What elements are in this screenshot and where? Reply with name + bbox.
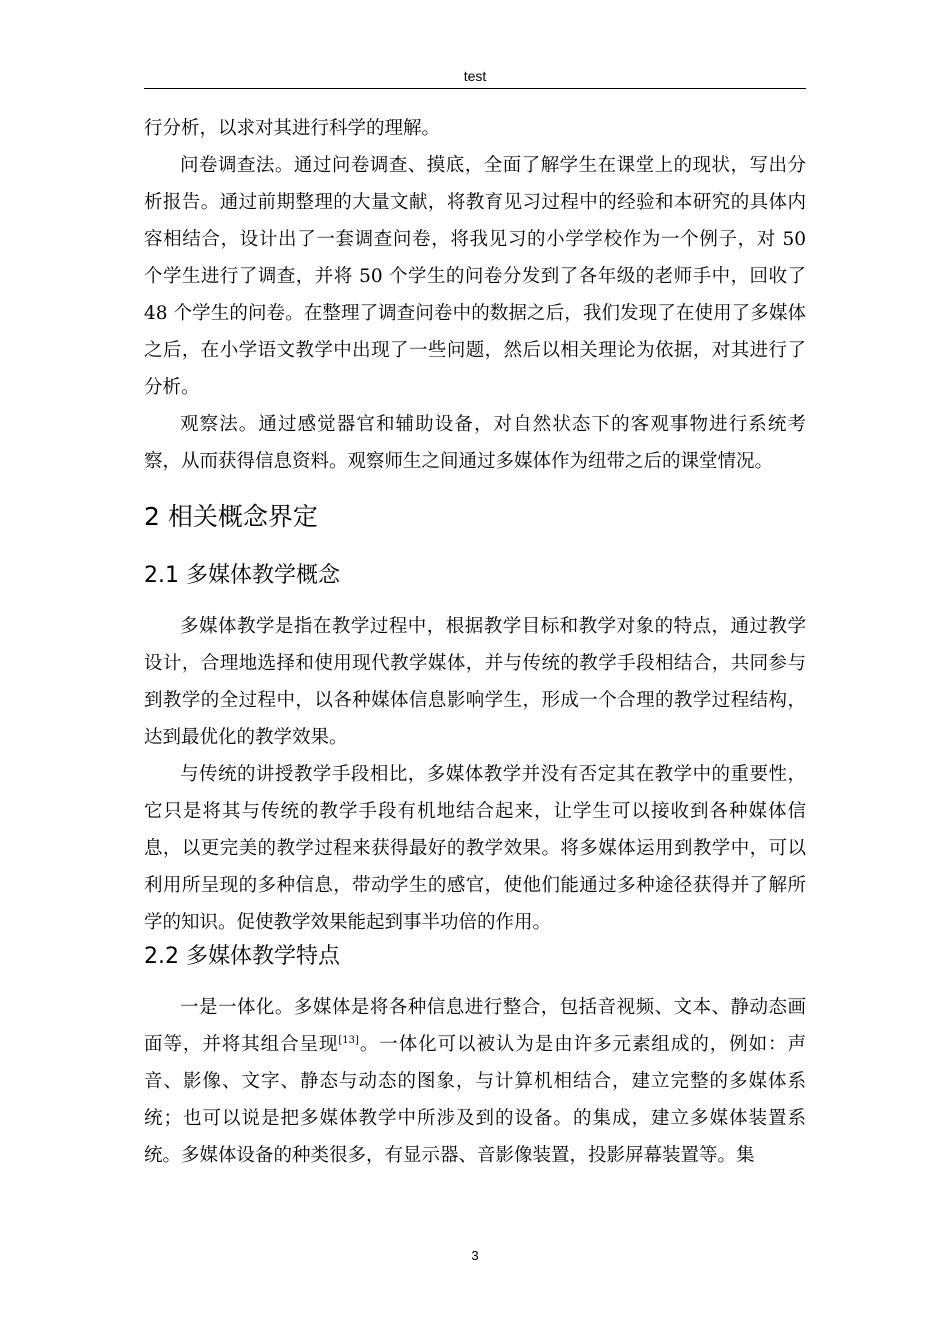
citation-reference[interactable]: [13] [338,1034,359,1046]
paragraph-observation-method: 观察法。通过感觉器官和辅助设备，对自然状态下的客观事物进行系统考察，从而获得信息资料。观察师生之间通过多媒体作为纽带之后的课堂情况。 [144,414,806,472]
subsection-heading-2-1: 2.1 多媒体教学概念 [144,563,340,588]
paragraph-multimedia-definition: 多媒体教学是指在教学过程中，根据教学目标和教学对象的特点，通过教学设计，合理地选择和使用现代教学媒体，并与传统的教学手段相结合，共同参与到教学的全过程中，以各种媒体信息影响学生，形成一个合理的教学过程结构，达到最优化的教学效果。 [144,616,806,748]
page-body [144,110,806,1174]
page-header: test [463,68,487,84]
paragraph-text-before-citation: 一是一体化。多媒体是将各种信息进行整合，包括音视频、文本、静动态画面等，并将其组合呈现 [144,997,806,1055]
subsection-heading-2-2: 2.2 多媒体教学特点 [144,944,340,969]
page-number: 3 [471,1248,479,1263]
paragraph-multimedia-integration [144,989,806,1174]
paragraph-multimedia-comparison: 与传统的讲授教学手段相比，多媒体教学并没有否定其在教学中的重要性，它只是将其与传统的教学手段有机地结合起来，让学生可以接收到各种媒体信息，以更完美的教学过程来获得最好的教学效果。将多媒体运用到教学中，可以利用所呈现的多种信息，带动学生的感官，使他们能通过多种途径获得并了解所学的知识。促使教学效果能起到事半功倍的作用。 [144,764,806,933]
header-rule [144,88,806,89]
paragraph-questionnaire-method: 问卷调查法。通过问卷调查、摸底，全面了解学生在课堂上的现状，写出分析报告。通过前期整理的大量文献，将教育见习过程中的经验和本研究的具体内容相结合，设计出了一套调查问卷，将我见习的小学学校作为一个例子，对 50 个学生进行了调查，并将 50 个学生的问卷分发到了各年级的老师手中，回收了 48 个学生的问卷。在整理了调查问卷中的数据之后，我们发现了在使用了多媒体之后，在小学语文教学中出现了一些问题，然后以相关理论为依据，对其进行了分析。 [144,155,806,398]
paragraph-text-after-citation: 。一体化可以被认为是由许多元素组成的，例如：声音、影像、文字、静态与动态的图象，与计算机相结合，建立完整的多媒体系统；也可以说是把多媒体教学中所涉及到的设备。的集成，建立多媒体装置系统。多媒体设备的种类很多，有显示器、音影像装置，投影屏幕装置等。集 [144,1034,806,1166]
paragraph-continuation: 行分析，以求对其进行科学的理解。 [144,118,441,139]
section-heading-2: 2 相关概念界定 [144,502,318,531]
